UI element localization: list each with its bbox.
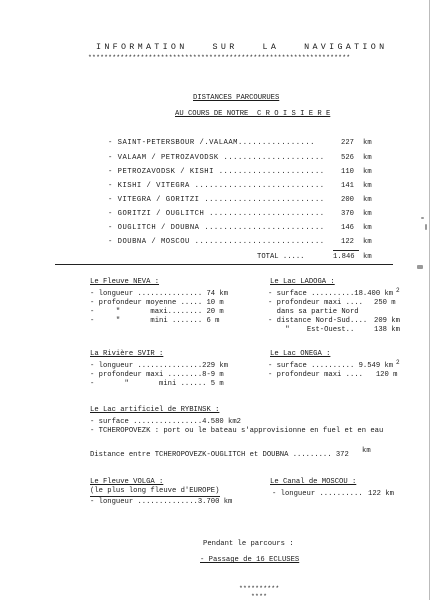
svir-line: - longueur ...............229 km [90, 362, 229, 370]
onega-depth: - profondeur maxi .... 120 m [268, 371, 398, 379]
ladoga-depth-note: dans sa partie Nord [268, 308, 359, 316]
onega-surface: - surface .......... 9.549 km [268, 362, 394, 370]
distance-route: - DOUBNA / MOSCOU ........................... [108, 238, 325, 246]
distances-subheading: AU COURS DE NOTRE C R O I S I E R E [175, 110, 331, 118]
distance-km: 227 [341, 139, 354, 147]
distance-unit: km [363, 182, 372, 190]
ladoga-depth-value: 250 m [374, 299, 396, 307]
moscou-title: Le Canal de MOSCOU : [270, 478, 357, 486]
volga-note: (le plus long fleuve d'EUROPE) [90, 487, 220, 495]
moscou-length: - longueur .......... [272, 490, 363, 498]
rybinsk-surface: - surface ................4.580 km2 [90, 418, 241, 426]
scan-edge-line [429, 0, 430, 600]
total-unit: km [363, 253, 372, 261]
section-divider [55, 264, 393, 265]
total-label: TOTAL ..... [257, 253, 305, 261]
distance-unit: km [363, 210, 372, 218]
distance-unit: km [363, 238, 372, 246]
total-rule [333, 250, 359, 251]
page-title: INFORMATION SUR LA NAVIGATION [96, 42, 388, 52]
footer-intro: Pendant le parcours : [203, 540, 294, 548]
distance-route: - VALAAM / PETROZAVODSK ..................... [108, 154, 325, 162]
neva-line: - longueur ............... 74 km [90, 290, 229, 298]
ladoga-distance-ns: - distance Nord-Sud.... [268, 317, 368, 325]
footer-stars: ********** [239, 585, 280, 592]
footer-locks: - Passage de 16 ECLUSES [200, 556, 300, 564]
ladoga-distance-eo: " Est-Ouest.. [268, 326, 355, 334]
distance-route: - KISHI / VITEGRA ........................... [108, 182, 325, 190]
ladoga-depth: - profondeur maxi .... [268, 299, 363, 307]
ladoga-surface-superscript: 2 [396, 287, 400, 294]
distance-route: - GORITZI / OUGLITCH ........................ [108, 210, 325, 218]
distance-unit: km [363, 224, 372, 232]
rybinsk-title: Le Lac artificiel de RYBINSK : [90, 406, 220, 414]
distance-unit: km [363, 154, 372, 162]
neva-title: Le Fleuve NEVA : [90, 278, 160, 286]
distance-km: 122 [341, 238, 354, 246]
volga-length: - longueur ..............3.700 km [90, 498, 233, 506]
volga-rule [90, 496, 220, 497]
scan-speck [421, 217, 424, 219]
distance-tcheropovezk-unit: km [362, 447, 371, 455]
onega-surface-superscript: 2 [396, 359, 400, 366]
distances-heading: DISTANCES PARCOURUES [193, 94, 280, 102]
neva-line: - profondeur moyenne ..... 10 m [90, 299, 224, 307]
distance-km: 146 [341, 224, 354, 232]
ladoga-title: Le Lac LADOGA : [270, 278, 335, 286]
rybinsk-port: - TCHEROPOVEZK : port ou le bateau s'approvisionne en fuel et en eau [90, 427, 384, 435]
distance-unit: km [363, 168, 372, 176]
distance-route: - SAINT-PETERSBOUR /.VALAAM................ [108, 139, 315, 147]
distance-unit: km [363, 139, 372, 147]
distance-km: 370 [341, 210, 354, 218]
onega-title: Le Lac ONEGA : [270, 350, 331, 358]
moscou-length-value: 122 km [368, 490, 394, 498]
distance-tcheropovezk: Distance entre TCHEROPOVEZK-OUGLITCH et DOUBNA ......... 372 [90, 451, 349, 459]
distance-route: - OUGLITCH / DOUBNA ......................... [108, 224, 325, 232]
distance-km: 110 [341, 168, 354, 176]
distance-route: - VITEGRA / GORITZI ......................... [108, 196, 325, 204]
svir-title: La Rivière SVIR : [90, 350, 164, 358]
distance-km: 141 [341, 182, 354, 190]
title-underline-stars: ***************************************************************** [88, 54, 351, 61]
volga-title: Le Fleuve VOLGA : [90, 478, 164, 486]
footer-stars: **** [251, 593, 268, 600]
ladoga-distance-ns-value: 209 km [374, 317, 400, 325]
neva-line: - " maxi........ 20 m [90, 308, 224, 316]
scan-speck [425, 224, 427, 230]
total-value: 1.846 [333, 253, 355, 261]
ladoga-surface: - surface ..........18.400 km [268, 290, 394, 298]
distance-unit: km [363, 196, 372, 204]
svir-line: - " mini ...... 5 m [90, 380, 224, 388]
neva-line: - " mini ....... 6 m [90, 317, 220, 325]
distance-km: 200 [341, 196, 354, 204]
svir-line: - profondeur maxi ........8-9 m [90, 371, 224, 379]
distance-route: - PETROZAVODSK / KISHI ...................... [108, 168, 325, 176]
distance-km: 526 [341, 154, 354, 162]
ladoga-distance-eo-value: 138 km [374, 326, 400, 334]
scan-speck [417, 265, 423, 269]
